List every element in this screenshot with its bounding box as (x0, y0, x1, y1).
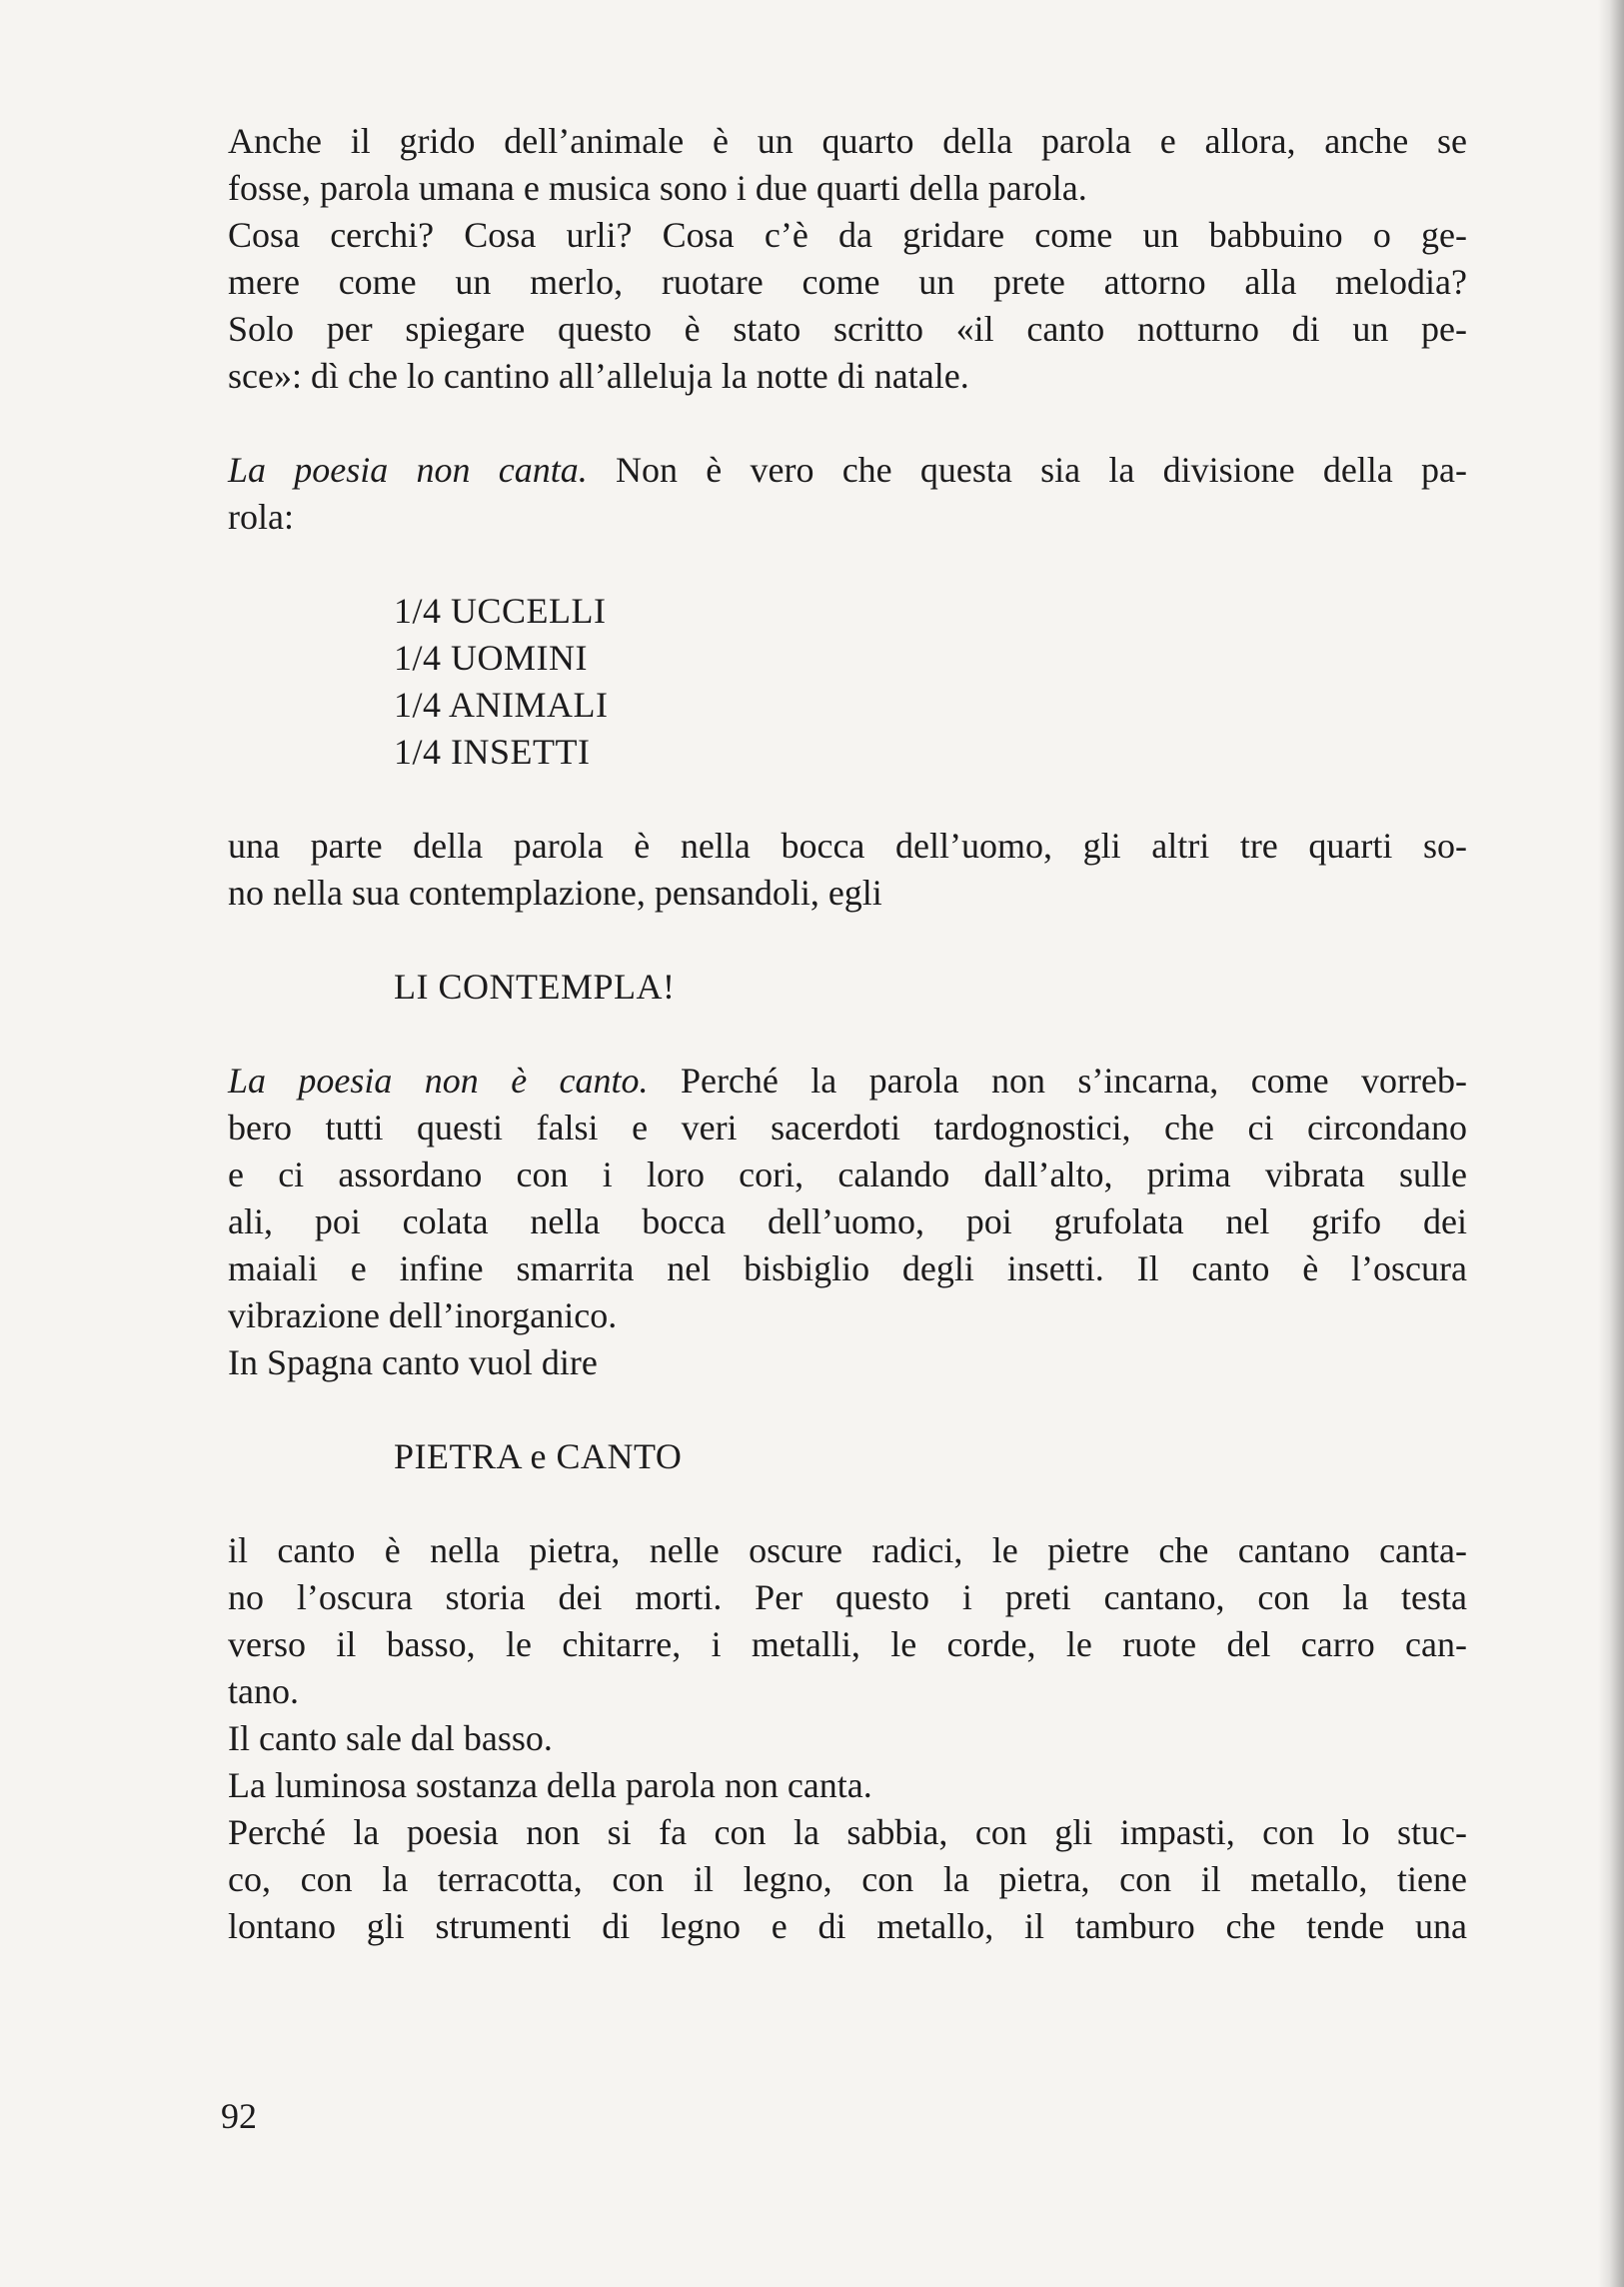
pietra-canto-heading: PIETRA e CANTO (394, 1436, 683, 1476)
text-line: tano. (228, 1671, 299, 1711)
text-line: il canto è nella pietra, nelle oscure radici, le pietre che cantano canta- (228, 1530, 1467, 1570)
text-line: Solo per spiegare questo è stato scritto «il canto notturno di un pe- (228, 309, 1467, 349)
text-line (228, 1058, 1467, 1105)
text-line (228, 447, 1467, 494)
text-run: Perché la parola non s’incarna, come vorreb- (648, 1061, 1467, 1101)
text-line: Cosa cerchi? Cosa urli? Cosa c’è da gridare come un babbuino o ge- (228, 215, 1467, 255)
text-line: Perché la poesia non si fa con la sabbia, con gli impasti, con lo stuc- (228, 1812, 1467, 1852)
text-line: bero tutti questi falsi e veri sacerdoti tardognostici, che ci circondano (228, 1108, 1467, 1147)
text-line: rola: (228, 497, 294, 537)
text-line: ali, poi colata nella bocca dell’uomo, poi grufolata nel grifo dei (228, 1201, 1467, 1241)
list-item: 1/4 INSETTI (394, 732, 591, 772)
page-body (228, 118, 1467, 1950)
list-item: 1/4 UCCELLI (394, 591, 607, 631)
text-line: no l’oscura storia dei morti. Per questo i preti cantano, con la testa (228, 1577, 1467, 1617)
exclamation-heading: LI CONTEMPLA! (394, 967, 676, 1007)
list-item: 1/4 ANIMALI (394, 685, 609, 725)
italic-lead: La poesia non canta. (228, 450, 588, 490)
text-line: Il canto sale dal basso. (228, 1718, 553, 1758)
italic-lead: La poesia non è canto. (228, 1061, 649, 1101)
division-list (228, 588, 1467, 776)
text-line: fosse, parola umana e musica sono i due quarti della parola. (228, 168, 1087, 208)
list-item: 1/4 UOMINI (394, 638, 588, 678)
text-line: mere come un merlo, ruotare come un prete attorno alla melodia? (228, 262, 1467, 302)
paragraph-poetry-does-not-sing (228, 447, 1467, 541)
text-line: una parte della parola è nella bocca dell’uomo, gli altri tre quarti so- (228, 826, 1467, 866)
paragraph-song-in-stone (228, 1527, 1467, 1950)
paragraph-animal-cry (228, 118, 1467, 400)
text-line: lontano gli strumenti di legno e di metallo, il tamburo che tende una (228, 1906, 1467, 1946)
text-line: maiali e infine smarrita nel bisbiglio degli insetti. Il canto è l’oscura (228, 1248, 1467, 1288)
text-line: vibrazione dell’inorganico. (228, 1295, 618, 1335)
text-line: sce»: dì che lo cantino all’alleluja la notte di natale. (228, 356, 969, 396)
paragraph-contemplation (228, 823, 1467, 917)
text-run: Non è vero che questa sia la divisione della pa- (587, 450, 1467, 490)
text-line: co, con la terracotta, con il legno, con la pietra, con il metallo, tiene (228, 1859, 1467, 1899)
text-line: e ci assordano con i loro cori, calando dall’alto, prima vibrata sulle (228, 1154, 1467, 1194)
page-number: 92 (221, 2096, 257, 2136)
spine-shadow (1598, 0, 1624, 2287)
paragraph-poetry-is-not-song (228, 1058, 1467, 1386)
text-line: La luminosa sostanza della parola non canta. (228, 1765, 872, 1805)
text-line: no nella sua contemplazione, pensandoli, egli (228, 873, 882, 913)
text-line: verso il basso, le chitarre, i metalli, le corde, le ruote del carro can- (228, 1624, 1467, 1664)
text-line: In Spagna canto vuol dire (228, 1342, 598, 1382)
text-line: Anche il grido dell’animale è un quarto della parola e allora, anche se (228, 121, 1467, 161)
